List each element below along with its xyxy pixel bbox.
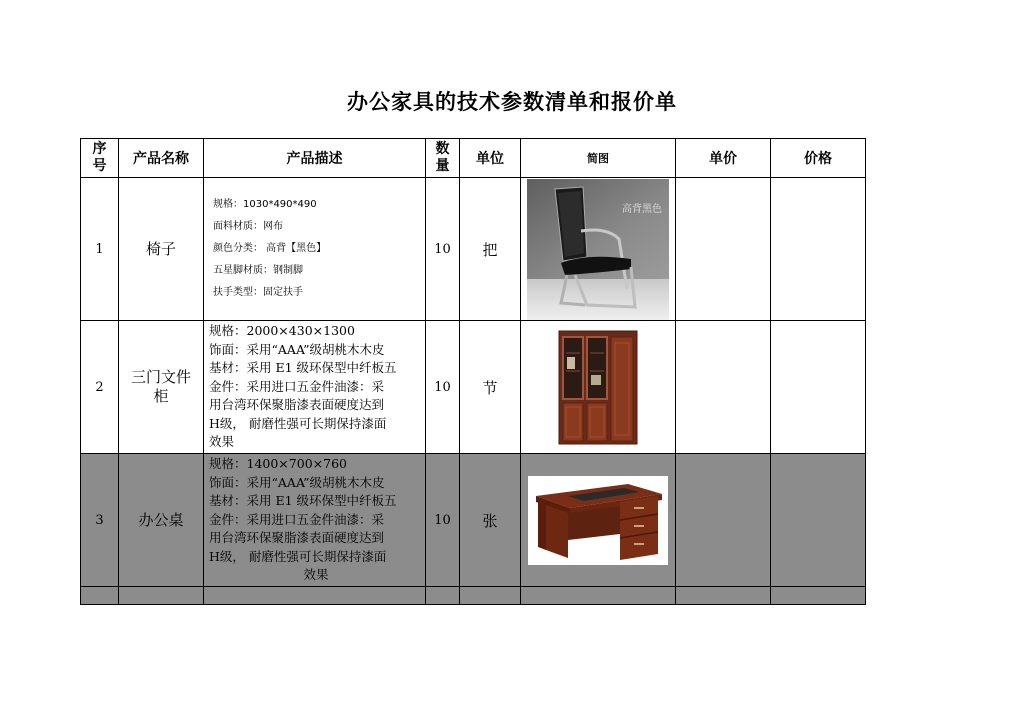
row-product-desc: 规格：1400×700×760 饰面：采用“AAA”级胡桃木木皮 基材：采用 E1 级环保型中纤板五 金件：采用进口五金件油漆：采 用台湾环保聚脂漆表面硬度达到 H级， 耐磨性强可长期保持漆面 效果 bbox=[204, 454, 426, 587]
row-price[interactable] bbox=[771, 178, 866, 321]
file-cabinet-photo bbox=[557, 329, 639, 446]
row-product-desc: 规格：2000×430×1300 饰面：采用“AAA”级胡桃木木皮 基材：采用 E1 级环保型中纤板五 金件：采用进口五金件油漆：采 用台湾环保聚脂漆表面硬度达到 H级， 耐磨性强可长期保持漆面 效果 bbox=[204, 321, 426, 454]
row-quantity: 10 bbox=[426, 321, 460, 454]
row-image-cell bbox=[521, 454, 676, 587]
row-seq: 1 bbox=[81, 178, 119, 321]
header-row bbox=[81, 139, 866, 178]
table-row bbox=[81, 454, 866, 587]
row-seq: 3 bbox=[81, 454, 119, 587]
row-product-name: 办公桌 bbox=[119, 454, 204, 587]
quotation-table bbox=[80, 138, 866, 605]
row-product-name: 椅子 bbox=[119, 178, 204, 321]
header-image: 简图 bbox=[521, 139, 676, 178]
row-unit: 把 bbox=[460, 178, 521, 321]
row-product-name: 三门文件 柜 bbox=[119, 321, 204, 454]
row-seq: 2 bbox=[81, 321, 119, 454]
document-title: 办公家具的技术参数清单和报价单 bbox=[347, 90, 677, 114]
row-product-desc: 规格：1030*490*490 面料材质：网布 颜色分类： 高背【黑色】 五星脚材质：钢制脚 扶手类型：固定扶手 bbox=[204, 178, 426, 321]
header-unit: 单位 bbox=[460, 139, 521, 178]
header-price: 价格 bbox=[771, 139, 866, 178]
row-unit: 节 bbox=[460, 321, 521, 454]
row-quantity: 10 bbox=[426, 454, 460, 587]
row-unit-price[interactable] bbox=[676, 454, 771, 587]
image-caption: 高背黑色 bbox=[622, 203, 662, 215]
header-product-desc: 产品描述 bbox=[204, 139, 426, 178]
row-price[interactable] bbox=[771, 454, 866, 587]
header-unit-price: 单价 bbox=[676, 139, 771, 178]
office-chair-photo bbox=[527, 179, 669, 320]
row-image-cell bbox=[521, 321, 676, 454]
table-row-empty bbox=[81, 587, 866, 605]
row-unit-price[interactable] bbox=[676, 321, 771, 454]
row-price[interactable] bbox=[771, 321, 866, 454]
header-seq: 序 号 bbox=[81, 139, 119, 178]
table-row bbox=[81, 321, 866, 454]
table-row bbox=[81, 178, 866, 321]
office-desk-photo bbox=[528, 476, 668, 565]
header-product-name: 产品名称 bbox=[119, 139, 204, 178]
header-quantity: 数 量 bbox=[426, 139, 460, 178]
row-quantity: 10 bbox=[426, 178, 460, 321]
row-image-cell bbox=[521, 178, 676, 321]
row-unit-price[interactable] bbox=[676, 178, 771, 321]
row-unit: 张 bbox=[460, 454, 521, 587]
